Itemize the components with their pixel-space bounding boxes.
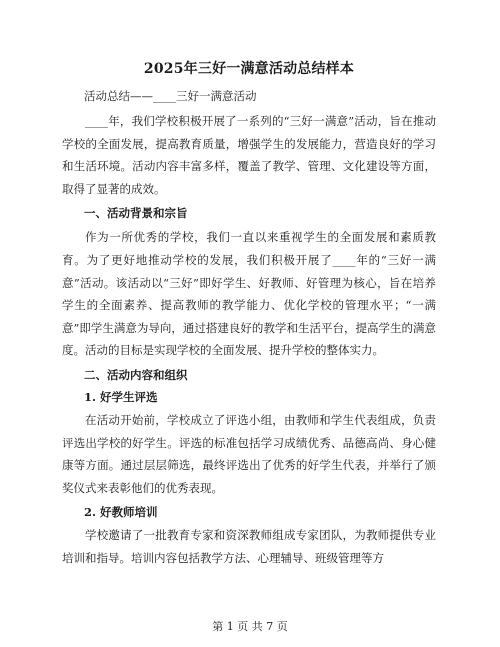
document-subtitle: 活动总结——____三好一满意活动 — [84, 89, 257, 103]
intro-paragraph: ____年，我们学校积极开展了一系列的“三好一满意”活动，旨在推动学校的全面发展，提高教育质量，增强学生的发展能力，营造良好的学习和生活环境。活动内容丰富多样，覆盖了教学、管理、文化建设等方面，取得了显著的成效。 — [62, 114, 436, 196]
document-title: 2025年三好一满意活动总结样本 — [143, 61, 355, 77]
subsection-student-selection-paragraph: 在活动开始前，学校成立了评选小组，由教师和学生代表组成，负责评选出学校的好学生。评选的标准包括学习成绩优秀、品德高尚、身心健康等方面。通过层层筛选，最终评选出了优秀的好学生代表，并举行了颁奖仪式来表彰他们的优秀表现。 — [62, 412, 436, 495]
section-heading-background: 一、活动背景和宗旨 — [84, 206, 188, 221]
page-footer: 第 1 页 共 7 页 — [212, 620, 288, 633]
section-heading-content: 二、活动内容和组织 — [84, 367, 188, 382]
subsection-heading-student-selection: 1. 好学生评选 — [84, 389, 158, 404]
subsection-heading-teacher-training: 2. 好教师培训 — [84, 505, 158, 520]
section-background-paragraph: 作为一所优秀的学校，我们一直以来重视学生的全面发展和素质教育。为了更好地推动学校的发展，我们积极开展了____年的“三好一满意”活动。该活动以“三好”即好学生、好教师、好管理为核心，旨在培养学生的全面素养、提高教师的教学能力、优化学校的管理水平；“一满意”即学生满意为导向，通过搭建良好的教学和生活平台，提高学生的满意度。活动的目标是实现学校的全面发展、提升学校的整体实力。 — [62, 230, 436, 358]
subsection-teacher-training-paragraph: 学校邀请了一批教育专家和资深教师组成专家团队，为教师提供专业培训和指导。培训内容包括教学方法、心理辅导、班级管理等方 — [62, 528, 436, 565]
